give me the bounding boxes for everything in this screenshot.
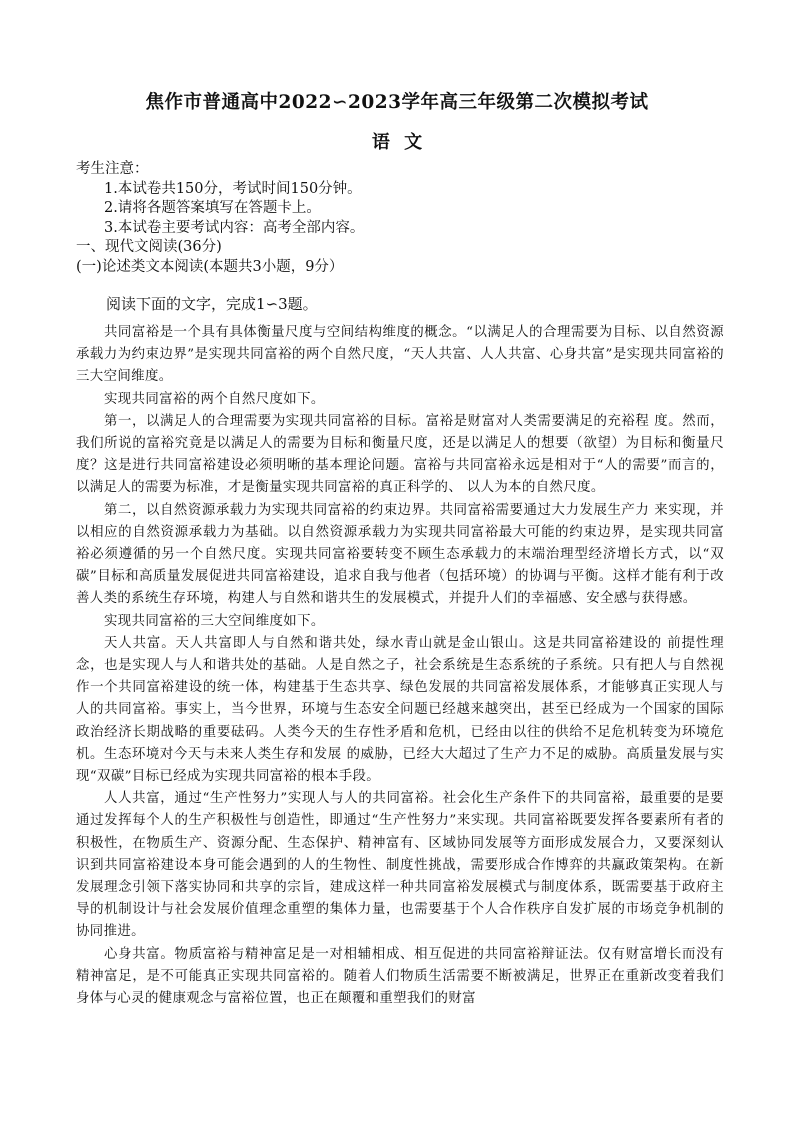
- notice-heading: 考生注意：: [76, 161, 149, 177]
- passage-paragraph: 心身共富。物质富裕与精神富足是一对相辅相成、相互促进的共同富裕辩证法。仅有财富增长而没有精神富足，是不可能真正实现共同富裕的。随着人们物质生活需要不断被满足，世界正在重新改变着我们身体与心灵的健康观念与富裕位置，也正在颠覆和重塑我们的财富: [76, 946, 724, 1007]
- exam-title: 焦作市普通高中2022∽2023学年高三年级第二次模拟考试: [145, 92, 649, 113]
- notice-item: 3.本试卷主要考试内容：高考全部内容。: [104, 219, 365, 236]
- subject-title: 语 文: [371, 132, 423, 153]
- notice-item: 2.请将各题答案填写在答题卡上。: [104, 200, 321, 216]
- passage-paragraph: 实现共同富裕的两个自然尺度如下。: [104, 391, 325, 407]
- reading-instruction: 阅读下面的文字，完成1∽3题。: [106, 295, 318, 313]
- passage-paragraph: 共同富裕是一个具有具体衡量尺度与空间结构维度的概念。“以满足人的合理需要为目标、以自然资源承载力为约束边界”是实现共同富裕的两个自然尺度，“天人共富、人人共富、心身共富”是实现共同富裕的三大空间维度。: [76, 325, 724, 385]
- passage-body: [76, 322, 724, 1010]
- passage-paragraph: 天人共富。天人共富即人与自然和谐共处，绿水青山就是金山银山。这是共同富裕建设的 前提性理念，也是实现人与人和谐共处的基础。人是自然之子，社会系统是生态系统的子系统。只有把人与自然视作一个共同富裕建设的统一体，构建基于生态共享、绿色发展的共同富裕发展体系，才能够真正实现人与人的共同富裕。事实上，当今世界，环境与生态安全问题已经越来越突出，甚至已经成为一个国家的国际政治经济长期战略的重要砝码。人类今天的生存性矛盾和危机，已经由以往的供给不足危机转变为环境危机。生态环境对今天与未来人类生存和发展 的威胁，已经大大超过了生产力不足的威胁。高质量发展与实现“双碳”目标已经成为实现共同富裕的根本手段。: [76, 635, 724, 785]
- passage-paragraph: 第二，以自然资源承载力为实现共同富裕的约束边界。共同富裕需要通过大力发展生产力 来实现，并以相应的自然资源承载力为基础。以自然资源承载力为实现共同富裕最大可能的约束边界，是实现共同富裕必须遵循的另一个自然尺度。实现共同富裕要转变不顾生态承载力的末端治理型经济增长方式，以“双碳”目标和高质量发展促进共同富裕建设，追求自我与他者（包括环境）的协调与平衡。这样才能有利于改善人类的系统生存环境，构建人与自然和谐共生的发展模式，并提升人们的幸福感、安全感与获得感。: [76, 502, 724, 607]
- subsection-heading: (一)论述类文本阅读(本题共3小题，9分）: [76, 258, 344, 275]
- passage-paragraph: 实现共同富裕的三大空间维度如下。: [104, 613, 325, 629]
- notice-item: 1.本试卷共150分，考试时间150分钟。: [104, 180, 362, 197]
- passage-paragraph: 人人共富，通过“生产性努力”实现人与人的共同富裕。社会化生产条件下的共同富裕，最重要的是要通过发挥每个人的生产积极性与创造性，即通过“生产性努力”来实现。共同富裕既要发挥各要素所有者的积极性，在物质生产、资源分配、生态保护、精神富有、区域协同发展等方面形成发展合力，又要深刻认识到共同富裕建设本身可能会遇到的人的生物性、制度性挑战，需要形成合作博弈的共赢政策架构。在新发展理念引领下落实协同和共享的宗旨，建成这样一种共同富裕发展模式与制度体系，既需要基于政府主导的机制设计与社会发展价值理念重塑的集体力量，也需要基于个人合作秩序自发扩展的市场竞争机制的协同推进。: [76, 791, 724, 940]
- section-heading: 一、现代文阅读(36分): [76, 239, 222, 255]
- passage-paragraph: 第一，以满足人的合理需要为实现共同富裕的目标。富裕是财富对人类需要满足的充裕程 度。然而，我们所说的富裕究竟是以满足人的需要为目标和衡量尺度，还是以满足人的想要（欲望）为目标和衡量尺度？这是进行共同富裕建设必须明晰的基本理论问题。富裕与共同富裕永远是相对于“人的需要”而言的，以满足人的需要为标准，才是衡量实现共同富裕的真正科学的、 以人为本的自然尺度。: [76, 413, 724, 496]
- candidate-notice: [76, 160, 364, 277]
